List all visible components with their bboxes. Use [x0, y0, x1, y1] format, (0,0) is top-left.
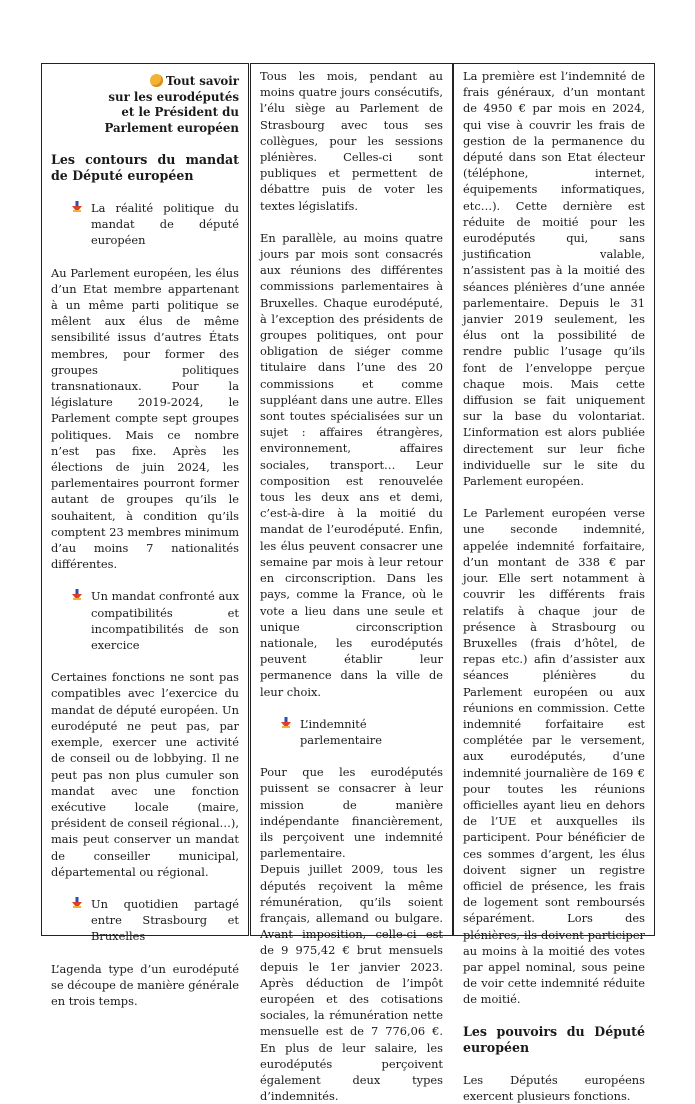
bullet-item	[71, 896, 239, 945]
arrow-bullet-icon	[71, 588, 91, 653]
title-line-1: Tout savoir	[51, 74, 239, 90]
paragraph: L’agenda type d’un eurodéputé se découpe de manière générale en trois temps.	[51, 961, 239, 1008]
column-left	[41, 63, 249, 1008]
page-title	[51, 74, 239, 136]
bullet-item	[280, 716, 443, 748]
arrow-bullet-icon	[71, 200, 91, 249]
bullet-text: L’indemnité parlementaire	[300, 716, 382, 747]
paragraph: Le Parlement européen verse une seconde indemnité, appelée indemnité forfaitaire, d’un montant de 338 € par jour. Elle sert notamment à couvrir les différents frais relatifs à chaque jour de présence à Strasbourg ou Bruxelles (frais d’hôtel, de repas etc.) afin d’assister aux séances plénières du Parlement européen ou aux réunions en commission. Cette indemnité forfaitaire est complétée par le versement, aux eurodéputés, d’une indemnité journalière de 169 € pour toutes les réunions officielles ayant lieu en dehors de l’UE et auxquelles ils participent. Pour bénéficier de ces sommes d’argent, les élus doivent signer un registre officiel de présence, les frais de logement sont remboursés séparément. Lors des plénières, ils doivent participer au moins à la moitié des votes par appel nominal, sous peine de voir cette indemnité réduite de moitié.	[463, 506, 645, 1007]
title-line-2: sur les eurodéputés	[108, 89, 239, 104]
paragraph: Certaines fonctions ne sont pas compatibles avec l’exercice du mandat de député européen. Un eurodéputé ne peut pas, par exemple, exercer une activité de conseil ou de lobbying. Il ne peut pas non plus cumuler son mandat avec une fonction exécutive locale (maire, président de conseil régional…), mais peut conserver un mandat de conseiller municipal, départemental ou régional.	[51, 670, 239, 879]
column-right	[453, 63, 655, 1103]
paragraph: Au Parlement européen, les élus d’un Etat membre appartenant à un même parti politique se mêlent aux élus de même sensibilité issus d’autres États membres, pour former des groupes politiques transnationaux. Pour la législature 2019-2024, le Parlement compte sept groupes politiques. Mais ce nombre n’est pas fixe. Après les élections de juin 2024, les parlementaires pourront former autant de groupes qu’ils le souhaitent, à condition qu’ils comptent 23 membres minimum d’au moins 7 nationalités différentes.	[51, 265, 239, 572]
bullet-item	[71, 200, 239, 249]
column-middle	[250, 63, 453, 1104]
paragraph: Tous les mois, pendant au moins quatre jours consécutifs, l’élu siège au Parlement de Strasbourg avec tous ses collègues, pour les sessions plénières. Celles-ci sont publiques et permettent de débattre puis de voter les textes législatifs.	[260, 69, 443, 213]
bullet-text: Un mandat confronté aux compatibilités et incompatibilités de son exercice	[91, 589, 239, 653]
paragraph: Pour que les eurodéputés puissent se consacrer à leur mission de manière indépendante financièrement, ils perçoivent une indemnité parlementaire.	[260, 765, 443, 861]
arrow-bullet-icon	[280, 716, 300, 748]
paragraph: En parallèle, au moins quatre jours par mois sont consacrés aux réunions des différentes commissions parlementaires à Bruxelles. Chaque eurodéputé, à l’exception des présidents de groupes politiques, ont pour obligation de siéger comme titulaire dans l’une des 20 commissions et comme suppléant dans une autre. Elles sont toutes spécialisées sur un sujet : affaires étrangères, environnement, affaires sociales, transport… Leur composition est renouvelée tous les deux ans et demi, c’est-à-dire à la moitié du mandat de l’eurodéputé. Enfin, les élus peuvent consacrer une semaine par mois à leur retour en circonscription. Dans les pays, comme la France, où le vote a lieu dans une seule et unique circonscription nationale, les eurodéputés peuvent établir leur permanence dans la ville de leur choix.	[260, 230, 443, 699]
paragraph: La première est l’indemnité de frais généraux, d’un montant de 4950 € par mois en 2024, qui vise à couvrir les frais de gestion de la permanence du député dans son Etat électeur (téléphone, internet, équipements informatiques, etc…). Cette dernière est réduite de moitié pour les eurodéputés qui, sans justification valable, n’assistent pas à la moitié des séances plénières d’une année parlementaire. Depuis le 31 janvier 2019 seulement, les élus ont la possibilité de rendre public l’usage qu’ils font de l’enveloppe perçue chaque mois. Mais cette diffusion se fait uniquement sur la base du volontariat. L’information est alors publiée directement sur leur fiche individuelle sur le site du Parlement européen.	[463, 69, 645, 489]
paragraph: Les Députés européens exercent plusieurs fonctions.	[463, 1072, 645, 1103]
bullet-text: La réalité politique du mandat de député européen	[91, 201, 239, 248]
bullet-text: Un quotidien partagé entre Strasbourg et Bruxelles	[91, 896, 239, 944]
bullet-item	[71, 588, 239, 653]
arrow-bullet-icon	[71, 896, 91, 945]
section-heading-powers: Les pouvoirs du Député européen	[463, 1023, 645, 1055]
section-heading-mandate: Les contours du mandat de Député européen	[51, 152, 239, 183]
title-line-4: Parlement européen	[104, 120, 239, 135]
thinking-face-icon	[150, 74, 163, 87]
title-line-3: et le Président du	[121, 105, 239, 119]
paragraph: Depuis juillet 2009, tous les députés reçoivent la même rémunération, qu’ils soient français, allemand ou bulgare. Avant imposition, celle-ci est de 9 975,42 € brut mensuels depuis le 1er janvier 2023. Après déduction de l’impôt européen et des cotisations sociales, la rémunération nette mensuelle est de 7 776,06 €. En plus de leur salaire, les eurodéputés perçoivent également deux types d’indemnités.	[260, 862, 443, 1104]
